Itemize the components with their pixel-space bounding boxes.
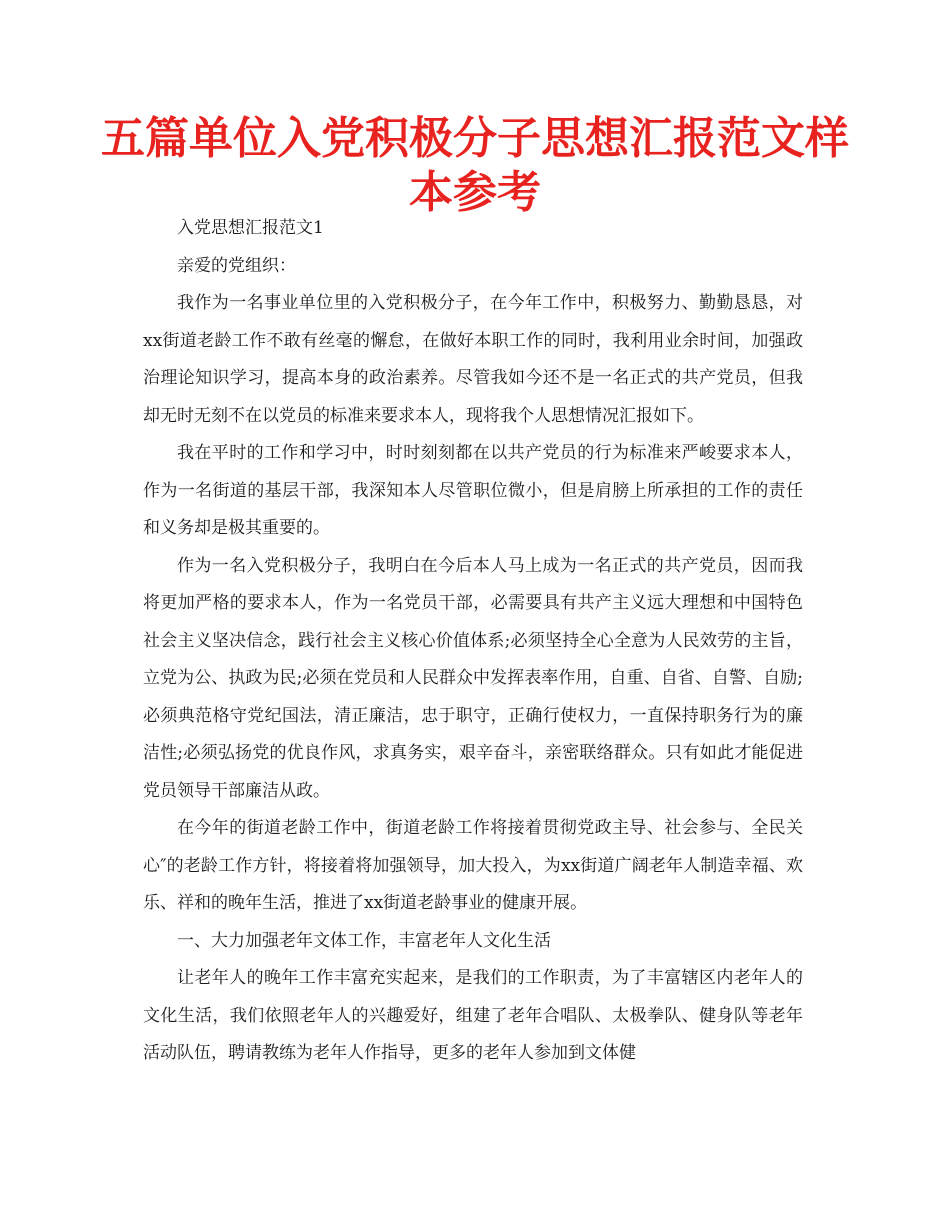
essay-heading: 入党思想汇报范文1 xyxy=(177,218,324,238)
paragraph: 我在平时的工作和学习中，时时刻刻都在以共产党员的行为标准来严峻要求本人，作为一名街道的基层干部，我深知本人尽管职位微小，但是肩膀上所承担的工作的责任和义务却是极其重要的。 xyxy=(143,443,803,538)
document-body xyxy=(143,210,803,1073)
paragraph: 在今年的街道老龄工作中，街道老龄工作将接着贯彻党政主导、社会参与、全民关心″的老龄工作方针，将接着将加强领导，加大投入，为xx街道广阔老年人制造幸福、欢乐、祥和的晚年生活，推进了xx街道老龄事业的健康开展。 xyxy=(143,818,803,913)
paragraph: 作为一名入党积极分子，我明白在今后本人马上成为一名正式的共产党员，因而我将更加严格的要求本人，作为一名党员干部，必需要具有共产主义远大理想和中国特色社会主义坚决信念，践行社会主义核心价值体系;必须坚持全心全意为人民效劳的主旨，立党为公、执政为民;必须在党员和人民群众中发挥表率作用，自重、自省、自警、自励;必须典范格守党纪国法，清正廉洁，忠于职守，正确行使权力，一直保持职务行为的廉洁性;必须弘扬党的优良作风，求真务实，艰辛奋斗，亲密联络群众。只有如此才能促进党员领导干部廉洁从政。 xyxy=(143,555,803,801)
salutation: 亲爱的党组织： xyxy=(177,255,296,276)
paragraph: 让老年人的晚年工作丰富充实起来，是我们的工作职责，为了丰富辖区内老年人的文化生活，我们依照老年人的兴趣爱好，组建了老年合唱队、太极拳队、健身队等老年活动队伍，聘请教练为老年人作指导，更多的老年人参加到文体健 xyxy=(143,968,803,1063)
document-title: 五篇单位入党积极分子思想汇报范文样本参考 xyxy=(101,113,849,218)
paragraph: 我作为一名事业单位里的入党积极分子，在今年工作中，积极努力、勤勤恳恳，对xx街道老龄工作不敢有丝毫的懈怠，在做好本职工作的同时，我利用业余时间，加强政治理论知识学习，提高本身的政治素养。尽管我如今还不是一名正式的共产党员，但我却无时无刻不在以党员的标准来要求本人，现将我个人思想情况汇报如下。 xyxy=(143,293,803,426)
section-heading: 一、大力加强老年文体工作，丰富老年人文化生活 xyxy=(177,930,551,951)
